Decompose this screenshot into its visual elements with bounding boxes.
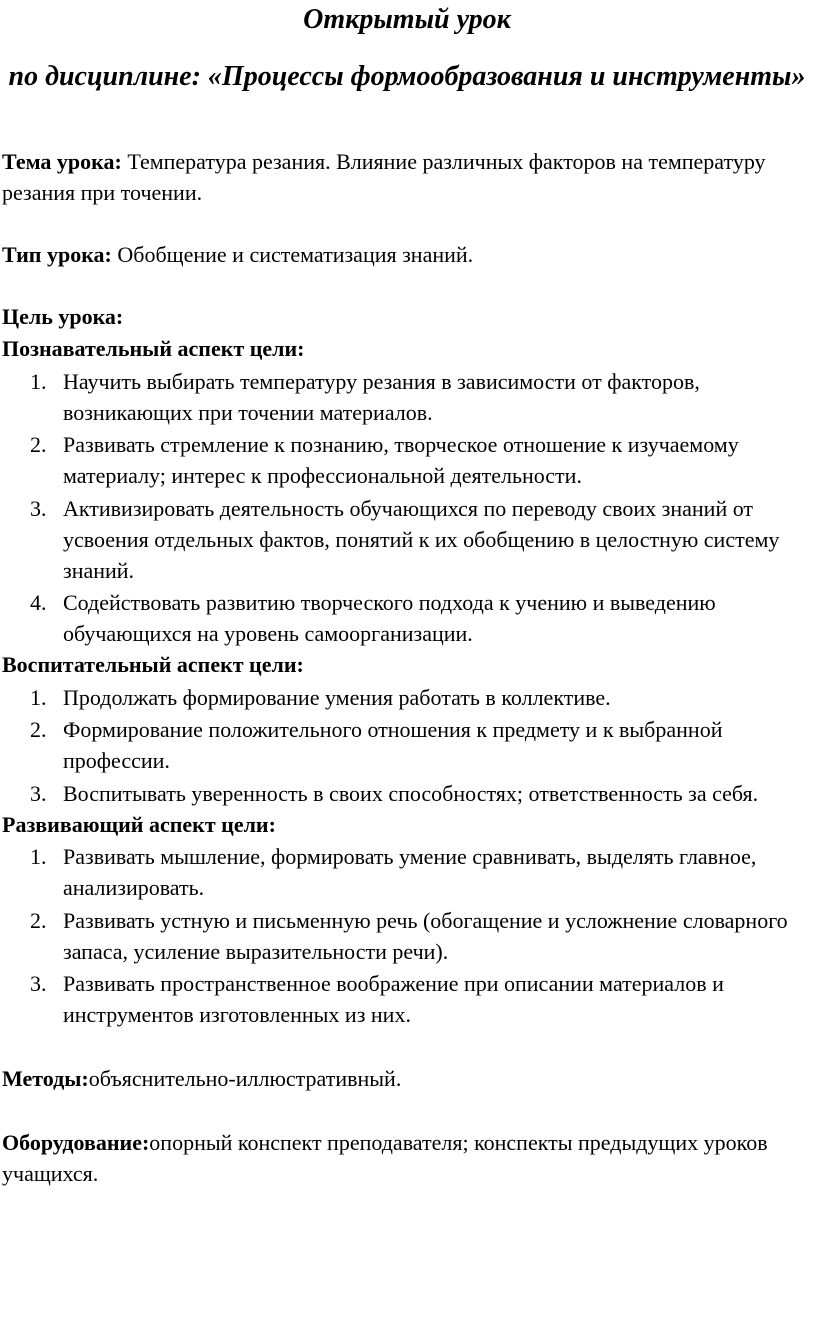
lesson-type-paragraph xyxy=(2,239,812,270)
list-item xyxy=(2,429,812,491)
equipment-text: опорный конспект преподавателя; конспекты предыдущих уроков учащихся. xyxy=(2,1130,768,1186)
list-item-text: Продолжать формирование умения работать в коллективе. xyxy=(63,684,611,710)
cognitive-list xyxy=(2,366,812,650)
methods-paragraph xyxy=(2,1063,812,1094)
list-number: 3. xyxy=(30,495,47,521)
lesson-type-text: Обобщение и систематизация знаний. xyxy=(111,242,474,267)
list-item xyxy=(2,841,812,903)
list-item xyxy=(2,714,812,776)
list-item xyxy=(2,587,812,649)
list-number: 3. xyxy=(30,780,47,806)
list-item xyxy=(2,905,812,967)
methods-text: объяснительно-иллюстративный. xyxy=(88,1066,402,1091)
topic-label: Тема урока: xyxy=(2,149,122,174)
developing-heading: Развивающий аспект цели: xyxy=(2,811,276,837)
list-item-text: Воспитывать уверенность в своих способностях; ответственность за себя. xyxy=(63,780,759,806)
equipment-paragraph xyxy=(2,1127,812,1189)
list-number: 4. xyxy=(30,590,47,615)
list-item xyxy=(2,778,812,809)
list-number: 2. xyxy=(30,907,47,933)
list-item-text: Развивать мышление, формировать умение сравнивать, выделять главное, анализировать. xyxy=(63,844,757,900)
list-number: 1. xyxy=(30,368,47,394)
list-item-text: Содействовать развитию творческого подхода к учению и выведению обучающихся на уровень самоорганизации. xyxy=(63,590,716,646)
page-title: Открытый урок xyxy=(303,4,511,35)
list-number: 1. xyxy=(30,844,47,869)
list-item xyxy=(2,493,812,586)
list-item-text: Развивать стремление к познанию, творческое отношение к изучаемому материалу; интерес к профессиональной деятельности. xyxy=(63,432,739,488)
list-item xyxy=(2,366,812,428)
spacer xyxy=(2,99,812,146)
list-item-text: Развивать устную и письменную речь (обогащение и усложнение словарного запаса, усиление выразительности речи). xyxy=(63,907,788,964)
list-item xyxy=(2,682,812,713)
page-subtitle: по дисциплине: «Процессы формообразования и инструменты» xyxy=(8,61,806,92)
list-number: 2. xyxy=(30,432,47,457)
spacer xyxy=(2,1030,812,1063)
topic-text: Температура резания. Влияние различных факторов на температуру резания при точении. xyxy=(2,149,766,205)
list-item-text: Развивать пространственное воображение при описании материалов и инструментов изготовленных из них. xyxy=(63,971,724,1027)
list-number: 1. xyxy=(30,684,47,710)
list-item-text: Формирование положительного отношения к предмету и к выбранной профессии. xyxy=(63,717,723,773)
equipment-label: Оборудование: xyxy=(2,1130,150,1155)
list-number: 2. xyxy=(30,717,47,742)
spacer xyxy=(2,270,812,301)
list-item xyxy=(2,968,812,1030)
lesson-type-label: Тип урока: xyxy=(2,242,112,267)
spacer xyxy=(2,1094,812,1127)
topic-paragraph xyxy=(2,146,812,208)
list-number: 3. xyxy=(30,971,47,996)
methods-label: Методы: xyxy=(2,1066,89,1091)
spacer xyxy=(2,208,812,239)
list-item-text: Активизировать деятельность обучающихся по переводу своих знаний от усвоения отдельных фактов, понятий к их обобщению в целостную систему знаний. xyxy=(63,495,780,583)
developing-list xyxy=(2,841,812,1030)
educational-heading: Воспитательный аспект цели: xyxy=(2,652,304,677)
educational-list xyxy=(2,682,812,809)
goal-heading: Цель урока: xyxy=(2,304,124,329)
cognitive-heading: Познавательный аспект цели: xyxy=(2,336,305,361)
list-item-text: Научить выбирать температуру резания в зависимости от факторов, возникающих при точении материалов. xyxy=(63,368,700,425)
